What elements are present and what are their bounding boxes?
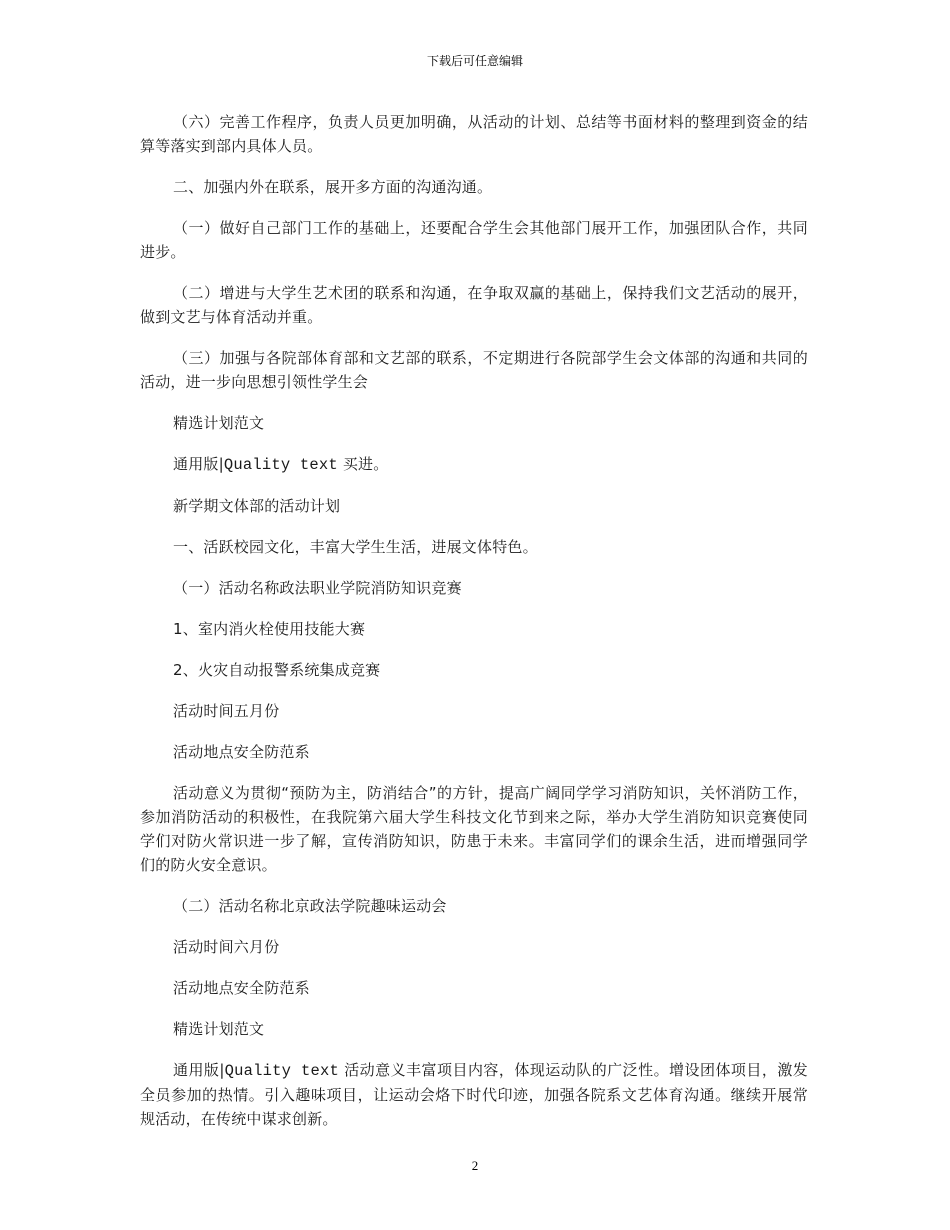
paragraph: （三）加强与各院部体育部和文艺部的联系，不定期进行各院部学生会文体部的沟通和共同的活动，进一步向思想引领性学生会 — [140, 349, 808, 391]
paragraph: 活动地点安全防范系 — [173, 979, 310, 997]
paragraph: 1、室内消火栓使用技能大赛 — [173, 620, 366, 638]
mono-text: Quality text — [224, 1062, 339, 1080]
text-prefix: 通用版| — [173, 455, 224, 473]
paragraph: 活动地点安全防范系 — [173, 743, 310, 761]
paragraph: （一）活动名称政法职业学院消防知识竞赛 — [173, 579, 462, 597]
paragraph: 活动时间五月份 — [173, 702, 280, 720]
paragraph: 活动意义为贯彻“预防为主，防消结合”的方针，提高广阔同学学习消防知识，关怀消防工作，参加消防活动的积极性，在我院第六届大学生科技文化节到来之际，举办大学生消防知识竞赛使同学们对防火常识进一步了解，宣传消防知识，防患于未来。丰富同学们的课余生活，进而增强同学们的防火安全意识。 — [140, 784, 808, 874]
paragraph: 活动时间六月份 — [173, 938, 280, 956]
paragraph: （二）活动名称北京政法学院趣味运动会 — [173, 897, 447, 915]
text-prefix: 通用版| — [173, 1061, 225, 1079]
paragraph: 精选计划范文 — [173, 1020, 265, 1038]
paragraph: 新学期文体部的活动计划 — [173, 497, 341, 515]
paragraph: 精选计划范文 — [173, 414, 265, 432]
page-header: 下载后可任意编辑 — [426, 54, 523, 68]
paragraph: （二）增进与大学生艺术团的联系和沟通，在争取双赢的基础上，保持我们文艺活动的展开，做到文艺与体育活动并重。 — [140, 284, 808, 326]
document-body — [140, 110, 808, 1148]
paragraph: 一、活跃校园文化，丰富大学生生活，进展文体特色。 — [173, 538, 538, 556]
mono-text: Quality text — [223, 456, 338, 474]
paragraph-mixed — [140, 1058, 808, 1131]
paragraph: （一）做好自己部门工作的基础上，还要配合学生会其他部门展开工作，加强团队合作，共同进步。 — [140, 219, 808, 261]
paragraph: 二、加强内外在联系，展开多方面的沟通沟通。 — [173, 178, 493, 196]
text-suffix: 买进。 — [337, 455, 389, 473]
paragraph: 2、火灾自动报警系统集成竞赛 — [173, 661, 381, 679]
paragraph: （六）完善工作程序，负责人员更加明确，从活动的计划、总结等书面材料的整理到资金的结算等落实到部内具体人员。 — [140, 113, 808, 155]
paragraph-mixed — [140, 452, 808, 477]
text-suffix: 活动意义丰富项目内容，体现运动队的广泛性。增设团体项目，激发全员参加的热情。引入趣味项目，让运动会烙下时代印迹，加强各院系文艺体育沟通。继续开展常规活动，在传统中谋求创新。 — [140, 1061, 808, 1128]
page-number: 2 — [471, 1158, 479, 1173]
